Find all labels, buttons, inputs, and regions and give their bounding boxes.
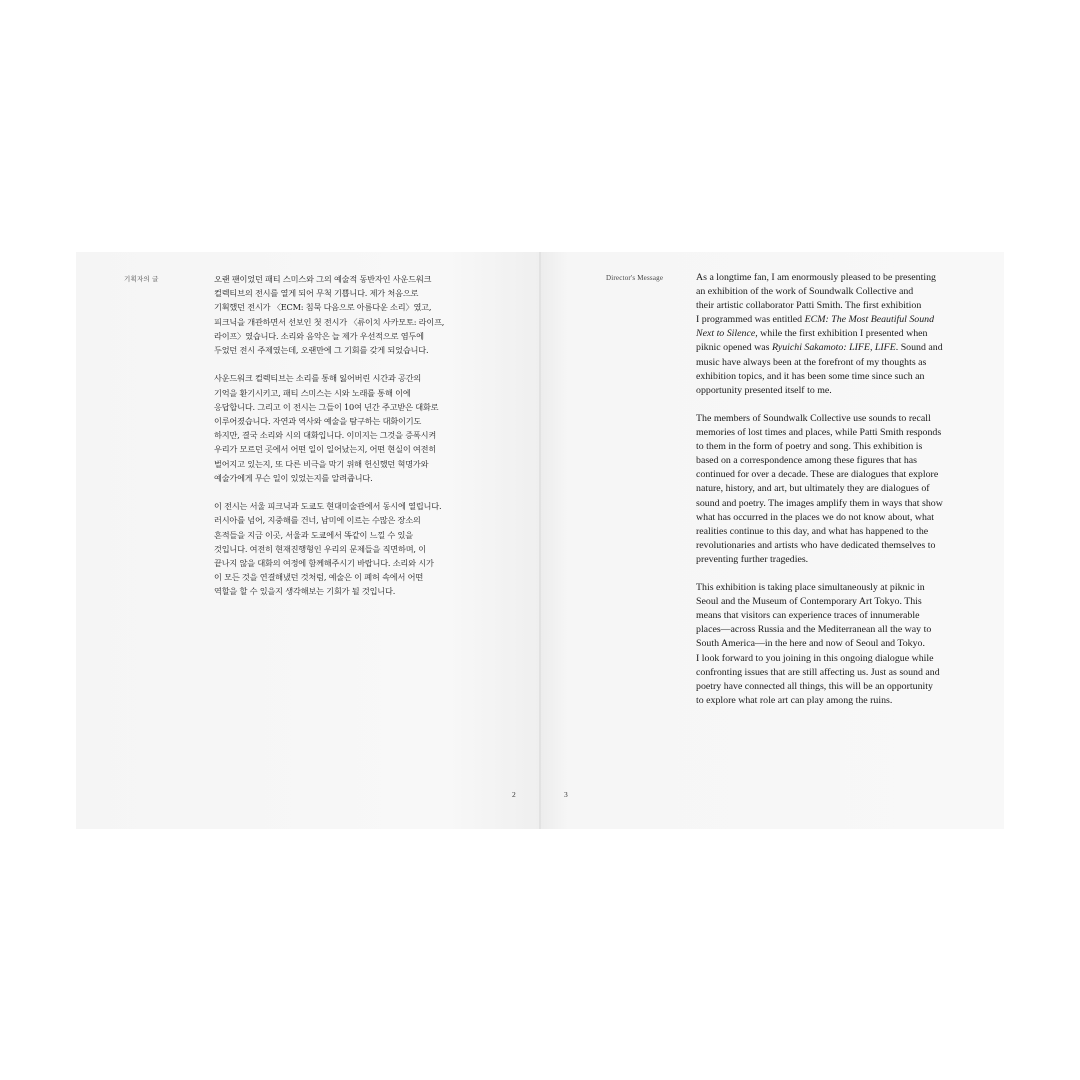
exhibition-title-ecm-cont: Next to Silence [696,328,756,340]
text-line: 이 전시는 서울 피크닉과 도쿄도 현대미술관에서 동시에 열립니다. [214,501,442,512]
text-line: I look forward to you joining in this ongoing dialogue while [696,652,934,664]
book-spread [76,252,1004,829]
text-line: 벌어지고 있는지, 또 다른 비극을 막기 위해 헌신했던 혁명가와 [214,458,429,469]
text-line: their artistic collaborator Patti Smith. The first exhibition [696,300,922,312]
text-line: The members of Soundwalk Collective use sounds to recall [696,412,931,424]
text-run: . Sound and [895,342,943,354]
text-line: South America—in the here and now of Seoul and Tokyo. [696,638,925,650]
korean-body-text [214,272,476,613]
text-line: 두었던 전시 주제였는데, 오랜만에 그 기회를 갖게 되었습니다. [214,345,429,356]
korean-paragraph-1 [214,272,476,357]
left-page [76,252,540,829]
text-line: 러시아를 넘어, 지중해를 건너, 남미에 이르는 수많은 장소의 [214,515,421,526]
text-line: 것입니다. 여전히 현재진행형인 우리의 문제들을 직면하며, 이 [214,543,426,554]
text-line: 하지만, 결국 소리와 시의 대화입니다. 이미지는 그것을 증폭시켜 [214,430,437,441]
book-gutter [539,252,541,829]
text-line: Seoul and the Museum of Contemporary Art Tokyo. This [696,596,922,608]
text-line: 기획했던 전시가 〈ECM: 침묵 다음으로 아름다운 소리〉였고, [214,302,432,313]
right-page [540,252,1004,829]
english-paragraph-1 [696,271,962,398]
text-line: 응답합니다. 그리고 이 전시는 그들이 10여 년간 주고받은 대화로 [214,401,439,412]
text-line: 오랜 팬이었던 패티 스미스와 그의 예술적 동반자인 사운드워크 [214,274,432,284]
text-line: 우리가 모르던 곳에서 어떤 일이 일어났는지, 어떤 현실이 여전히 [214,444,437,455]
text-line: continued for over a decade. These are dialogues that explore [696,469,939,481]
text-line: to them in the form of poetry and song. This exhibition is [696,441,923,453]
page-number-right: 3 [564,790,568,799]
text-line: This exhibition is taking place simultaneously at piknic in [696,582,925,594]
text-line: 끝나지 않을 대화의 여정에 함께해주시기 바랍니다. 소리와 시가 [214,558,434,569]
text-run: , while the first exhibition I presented when [755,328,928,340]
text-line: 컬렉티브의 전시를 열게 되어 무척 기쁩니다. 제가 처음으로 [214,288,419,299]
exhibition-title-sakamoto: Ryuichi Sakamoto: LIFE, LIFE [771,342,896,354]
text-line: revolutionaries and artists who have dedicated themselves to [696,539,936,551]
english-paragraph-3 [696,581,962,708]
running-head-english: Director's Message [606,274,664,282]
text-line: preventing further tragedies. [696,553,809,565]
text-line: to explore what role art can play among the ruins. [696,694,893,706]
text-line: As a longtime fan, I am enormously pleased to be presenting [696,272,936,283]
text-line: memories of lost times and places, while Patti Smith responds [696,427,942,439]
running-head-korean: 기획자의 글 [124,275,159,283]
text-run: I programmed was entitled [696,314,805,326]
korean-paragraph-3 [214,499,476,598]
text-line: 예술가에게 무슨 일이 있었는지를 알려줍니다. [214,472,373,483]
text-line: music have always been at the forefront of my thoughts as [696,356,927,368]
text-line: 사운드워크 컬렉티브는 소리를 통해 잃어버린 시간과 공간의 [214,373,422,384]
text-line: 라이프〉였습니다. 소리와 음악은 늘 제가 우선적으로 염두에 [214,330,424,341]
text-line: sound and poetry. The images amplify them in ways that show [696,497,943,509]
text-run: piknic opened was [696,342,772,354]
page-number-left: 2 [512,790,516,799]
text-line: confronting issues that are still affecting us. Just as sound and [696,666,940,678]
text-line: poetry have connected all things, this will be an opportunity [696,680,933,692]
text-line: 이 모든 것을 연결해냈던 것처럼, 예술은 이 폐허 속에서 어떤 [214,572,424,583]
english-paragraph-2 [696,412,962,567]
text-line: opportunity presented itself to me. [696,384,832,396]
text-line: nature, history, and art, but ultimately they are dialogues of [696,483,930,495]
text-line: realities continue to this day, and what has happened to the [696,525,929,537]
korean-paragraph-2 [214,371,476,485]
text-line: 흔적들을 지금 이곳, 서울과 도쿄에서 똑같이 느낄 수 있을 [214,529,413,540]
text-line: places—across Russia and the Mediterranean all the way to [696,624,932,636]
text-line: 기억을 환기시키고, 패티 스미스는 시와 노래를 통해 이에 [214,387,411,398]
text-line: 역할을 할 수 있을지 생각해보는 기회가 될 것입니다. [214,586,396,597]
text-line [696,341,962,355]
text-line [696,313,962,327]
text-line: 피크닉을 개관하면서 선보인 첫 전시가 〈류이치 사카모토: 라이프, [214,316,445,327]
text-line: 이루어졌습니다. 자연과 역사와 예술을 탐구하는 대화이기도 [214,416,422,427]
english-body-text [696,271,962,722]
text-line: based on a correspondence among these figures that has [696,455,918,467]
text-line: means that visitors can experience traces of innumerable [696,610,920,622]
text-line: an exhibition of the work of Soundwalk Collective and [696,286,914,298]
text-line: what has occurred in the places we do not know about, what [696,511,935,523]
text-line [696,327,962,341]
exhibition-title-ecm: ECM: The Most Beautiful Sound [804,314,935,326]
text-line: exhibition topics, and it has been some time since such an [696,370,925,382]
